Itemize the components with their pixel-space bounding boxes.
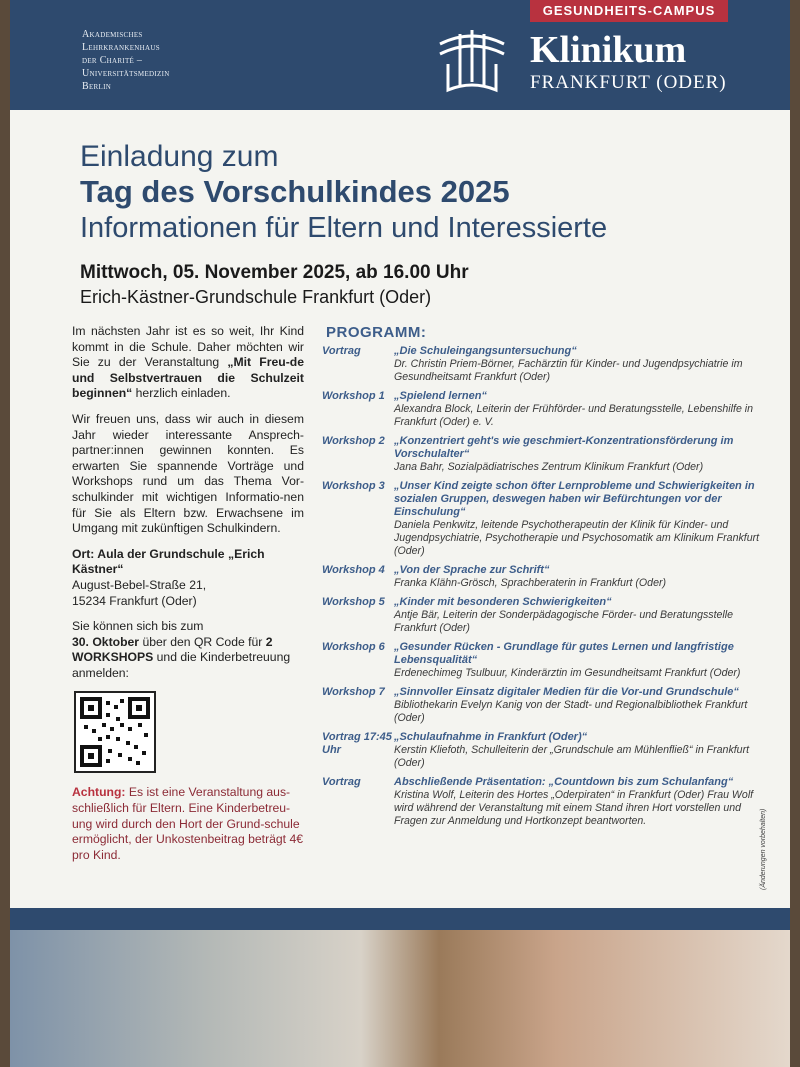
event-venue: Erich-Kästner-Grundschule Frankfurt (Oder) bbox=[80, 287, 432, 307]
affiliation-line: Berlin bbox=[82, 81, 112, 92]
program-item-type: Workshop 1 bbox=[322, 390, 385, 402]
program-item bbox=[322, 731, 762, 770]
campus-badge: GESUNDHEITS-CAMPUS bbox=[530, 0, 728, 22]
registration-text bbox=[72, 619, 304, 681]
brand-city: FRANKFURT (ODER) bbox=[530, 72, 727, 93]
location-block bbox=[72, 547, 304, 609]
program-heading: PROGRAMM: bbox=[326, 324, 427, 341]
registration-line: und die Kinderbetreuung anmelden: bbox=[72, 650, 291, 680]
header-banner bbox=[10, 0, 790, 110]
intro-paragraph bbox=[72, 324, 304, 402]
registration-line: Sie können sich bis zum bbox=[72, 619, 204, 634]
side-note-text: (Änderungen vorbehalten) bbox=[760, 808, 767, 890]
program-item bbox=[322, 596, 762, 635]
program-item bbox=[322, 776, 762, 828]
affiliation-text bbox=[82, 28, 170, 93]
registration-line: über den QR Code für bbox=[139, 634, 266, 649]
program-item-type: Workshop 2 bbox=[322, 435, 385, 447]
event-date: Mittwoch, 05. November 2025, ab 16.00 Uhr bbox=[80, 262, 469, 283]
program-item-speaker: Alexandra Block, Leiterin der Frühförder- und Beratungsstelle, Lebenshilfe in Frankfurt (Oder) e. V. bbox=[394, 403, 754, 428]
program-item-speaker: Kristina Wolf, Leiterin des Hortes „Oderpiraten“ in Frankfurt (Oder) Frau Wolf wird während der Veranstaltung mit einem Stand ihren Hort vorstellen und Fragen zur Anmeldung und Hortkonzept beantworten. bbox=[394, 789, 754, 827]
title-line-2: Tag des Vorschulkindes 2025 bbox=[80, 174, 510, 209]
children-photo bbox=[10, 908, 790, 1067]
program-item bbox=[322, 686, 762, 725]
affiliation-line: Universitätsmedizin bbox=[82, 68, 170, 79]
program-item-speaker: Daniela Penkwitz, leitende Psychotherapeutin der Klinik für Kinder- und Jugendpsychiatrie, Psychotherapie und Psychosomatik am Klinikum Frankfurt (Oder) bbox=[394, 519, 760, 557]
intro-paragraph-2: Wir freuen uns, dass wir auch in diesem Jahr wieder interessante Ansprech-partner:innen gewinnen konnten. Es erwarten Sie spannende Vorträge und Workshops rund um das Thema Vor-schulkinder mit wichtigen Informatio-nen für Sie als Eltern bzw. Erwachsene im Umgang mit zukünftigen Schulkindern. bbox=[72, 411, 304, 536]
poster bbox=[10, 0, 790, 1067]
intro-text: Im nächsten Jahr ist es so weit, Ihr Kind kommt in die Schule. Daher möchten wir Sie zu der Veranstaltung bbox=[72, 324, 304, 370]
program-item-type: Workshop 6 bbox=[322, 641, 385, 653]
qr-code-icon bbox=[76, 693, 154, 771]
program-item-type: Vortrag bbox=[322, 345, 361, 357]
intro-column bbox=[72, 324, 304, 873]
title-line-1: Einladung zum bbox=[80, 140, 279, 173]
program-item-title: „Spielend lernen“ bbox=[394, 390, 487, 402]
program-item-title: Abschließende Präsentation: „Countdown bis zum Schulanfang“ bbox=[394, 776, 734, 788]
program-item-speaker: Erdenechimeg Tsulbuur, Kinderärztin im Gesundheitsamt Frankfurt (Oder) bbox=[394, 667, 741, 679]
program-item-title: „Schulaufnahme in Frankfurt (Oder)“ bbox=[394, 731, 588, 743]
affiliation-line: Akademisches bbox=[82, 29, 143, 40]
program-item-speaker: Kerstin Kliefoth, Schulleiterin der „Grundschule am Mühlenfließ“ in Frankfurt (Oder) bbox=[394, 744, 750, 769]
program-item-speaker: Antje Bär, Leiterin der Sonderpädagogische Förder- und Beratungsstelle Frankfurt (Oder) bbox=[394, 609, 734, 634]
program-item-speaker: Jana Bahr, Sozialpädiatrisches Zentrum Klinikum Frankfurt (Oder) bbox=[394, 461, 704, 473]
qr-code[interactable] bbox=[74, 691, 156, 773]
program-item-type: Workshop 7 bbox=[322, 686, 385, 698]
program-item-title: „Die Schuleingangsuntersuchung“ bbox=[394, 345, 577, 357]
program-item-type: Workshop 3 bbox=[322, 480, 385, 492]
program-item bbox=[322, 345, 762, 384]
title-line-3: Informationen für Eltern und Interessierte bbox=[80, 212, 608, 244]
address-line: August-Bebel-Straße 21, bbox=[72, 577, 207, 592]
program-item-title: „Von der Sprache zur Schrift“ bbox=[394, 564, 550, 576]
intro-text: herzlich einladen. bbox=[132, 386, 231, 401]
program-item bbox=[322, 641, 762, 680]
registration-deadline: 30. Oktober bbox=[72, 634, 140, 649]
program-item-type: Vortrag 17:45 Uhr bbox=[322, 731, 392, 756]
photo-top-band bbox=[10, 908, 790, 930]
program-item-type: Workshop 5 bbox=[322, 596, 385, 608]
program-item-speaker: Franka Klähn-Grösch, Sprachberaterin in Frankfurt (Oder) bbox=[394, 577, 667, 589]
warning-text bbox=[72, 785, 304, 863]
location-label: Ort: Aula der Grundschule „Erich Kästner“ bbox=[72, 546, 265, 577]
program-item bbox=[322, 564, 762, 590]
program-item-title: „Unser Kind zeigte schon öfter Lernprobleme und Schwierigkeiten in sozialen Gruppen, deswegen haben wir Befürchtungen vor der Einschulung“ bbox=[394, 480, 755, 518]
program-item-title: „Sinnvoller Einsatz digitaler Medien für die Vor-und Grundschule“ bbox=[394, 686, 739, 698]
program-item-title: „Kinder mit besonderen Schwierigkeiten“ bbox=[394, 596, 612, 608]
program-item-speaker: Dr. Christin Priem-Börner, Fachärztin für Kinder- und Jugendpsychiatrie im Gesundheitsamt Frankfurt (Oder) bbox=[394, 358, 743, 383]
warning-label: Achtung: bbox=[72, 785, 126, 800]
program-item-type: Vortrag bbox=[322, 776, 361, 788]
affiliation-line: Lehrkrankenhaus bbox=[82, 42, 160, 53]
registration-workshops: 2 WORKSHOPS bbox=[72, 634, 273, 665]
intro-event-name: „Mit Freu-de und Selbstvertrauen die Schulzeit beginnen“ bbox=[72, 355, 304, 401]
program-item-type: Workshop 4 bbox=[322, 564, 385, 576]
program-item-title: „Gesunder Rücken - Grundlage für gutes Lernen und langfristige Lebensqualität“ bbox=[394, 641, 734, 666]
program-item bbox=[322, 435, 762, 474]
program-item-speaker: Bibliothekarin Evelyn Kanig von der Stadt- und Regionalbibliothek Frankfurt (Oder) bbox=[394, 699, 748, 724]
affiliation-line: der Charité – bbox=[82, 55, 143, 66]
brand-name: Klinikum bbox=[530, 29, 687, 71]
program-item bbox=[322, 480, 762, 558]
klinikum-logo-icon bbox=[434, 24, 510, 98]
warning-body: Es ist eine Veranstaltung aus-schließlich für Eltern. Eine Kinderbetreu-ung wird durch den Hort der Grund-schule ermöglicht, der Unkostenbeitrag beträgt 4€ pro Kind. bbox=[72, 785, 304, 862]
address-line: 15234 Frankfurt (Oder) bbox=[72, 593, 197, 608]
program-column bbox=[322, 324, 762, 834]
side-note bbox=[758, 790, 772, 890]
program-item bbox=[322, 390, 762, 429]
program-item-title: „Konzentriert geht's wie geschmiert-Konzentrationsförderung im Vorschulalter“ bbox=[394, 435, 734, 460]
